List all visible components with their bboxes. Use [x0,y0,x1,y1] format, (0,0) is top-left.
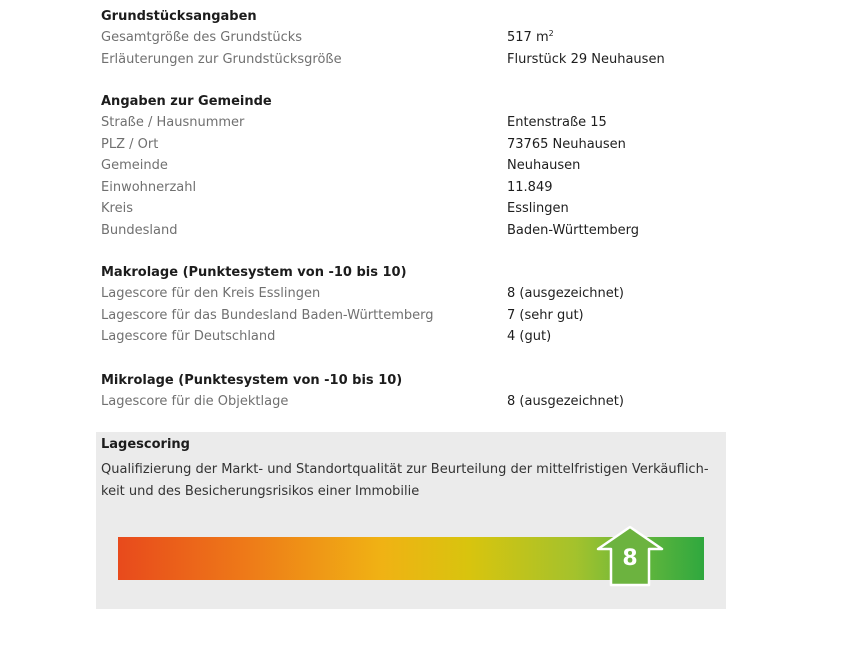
row-value: Neuhausen [507,158,581,173]
row-value: Entenstraße 15 [507,115,607,130]
score-value: 8 [622,546,638,571]
row-value: Esslingen [507,201,569,216]
row-value: 4 (gut) [507,329,552,344]
row-value: 8 (ausgezeichnet) [507,394,624,409]
row-label: Lagescore für Deutschland [101,329,276,344]
row-label: Gesamtgröße des Grundstücks [101,30,303,45]
table-row [101,283,741,305]
section-makrolage [101,262,741,348]
row-label: Gemeinde [101,158,168,173]
row-label: PLZ / Ort [101,136,159,152]
section-mikrolage [101,370,741,413]
lagescoring-panel [96,432,726,609]
scoring-title: Lagescoring [101,437,190,452]
scoring-description: Qualifizierung der Markt- und Standortqualität zur Beurteilung der mittelfristigen Verkäuflich-keit und des Besicherungsrisikos einer Immobilie [101,462,709,499]
table-row [101,49,741,71]
row-label: Lagescore für das Bundesland Baden-Württemberg [101,307,434,323]
row-value: Baden-Württemberg [507,222,639,238]
table-row [101,326,741,348]
section-gemeinde [101,91,741,241]
row-label: Straße / Hausnummer [101,115,245,130]
row-value: 73765 Neuhausen [507,136,626,152]
row-value: 7 (sehr gut) [507,307,584,323]
row-value: 11.849 [507,179,553,195]
row-value [507,27,554,49]
row-label: Bundesland [101,222,178,238]
row-value: 8 (ausgezeichnet) [507,286,624,301]
row-label: Einwohnerzahl [101,179,197,195]
superscript: 2 [548,29,554,38]
section-title: Grundstücksangaben [101,9,257,24]
section-title: Angaben zur Gemeinde [101,94,272,109]
table-row [101,27,741,49]
value-text: 517 m [507,30,549,45]
section-title: Makrolage (Punktesystem von -10 bis 10) [101,265,407,280]
table-row [101,134,741,156]
row-label: Kreis [101,201,133,216]
row-label: Erläuterungen zur Grundstücksgröße [101,51,342,67]
table-row [101,155,741,177]
table-row [101,112,741,134]
table-row [101,177,741,199]
table-row [101,198,741,220]
table-row [101,305,741,327]
row-value: Flurstück 29 Neuhausen [507,51,665,67]
row-label: Lagescore für die Objektlage [101,394,289,409]
table-row [101,391,741,413]
section-grundstuecksangaben [101,6,741,70]
section-title: Mikrolage (Punktesystem von -10 bis 10) [101,373,403,388]
table-row [101,220,741,242]
row-label: Lagescore für den Kreis Esslingen [101,286,321,301]
